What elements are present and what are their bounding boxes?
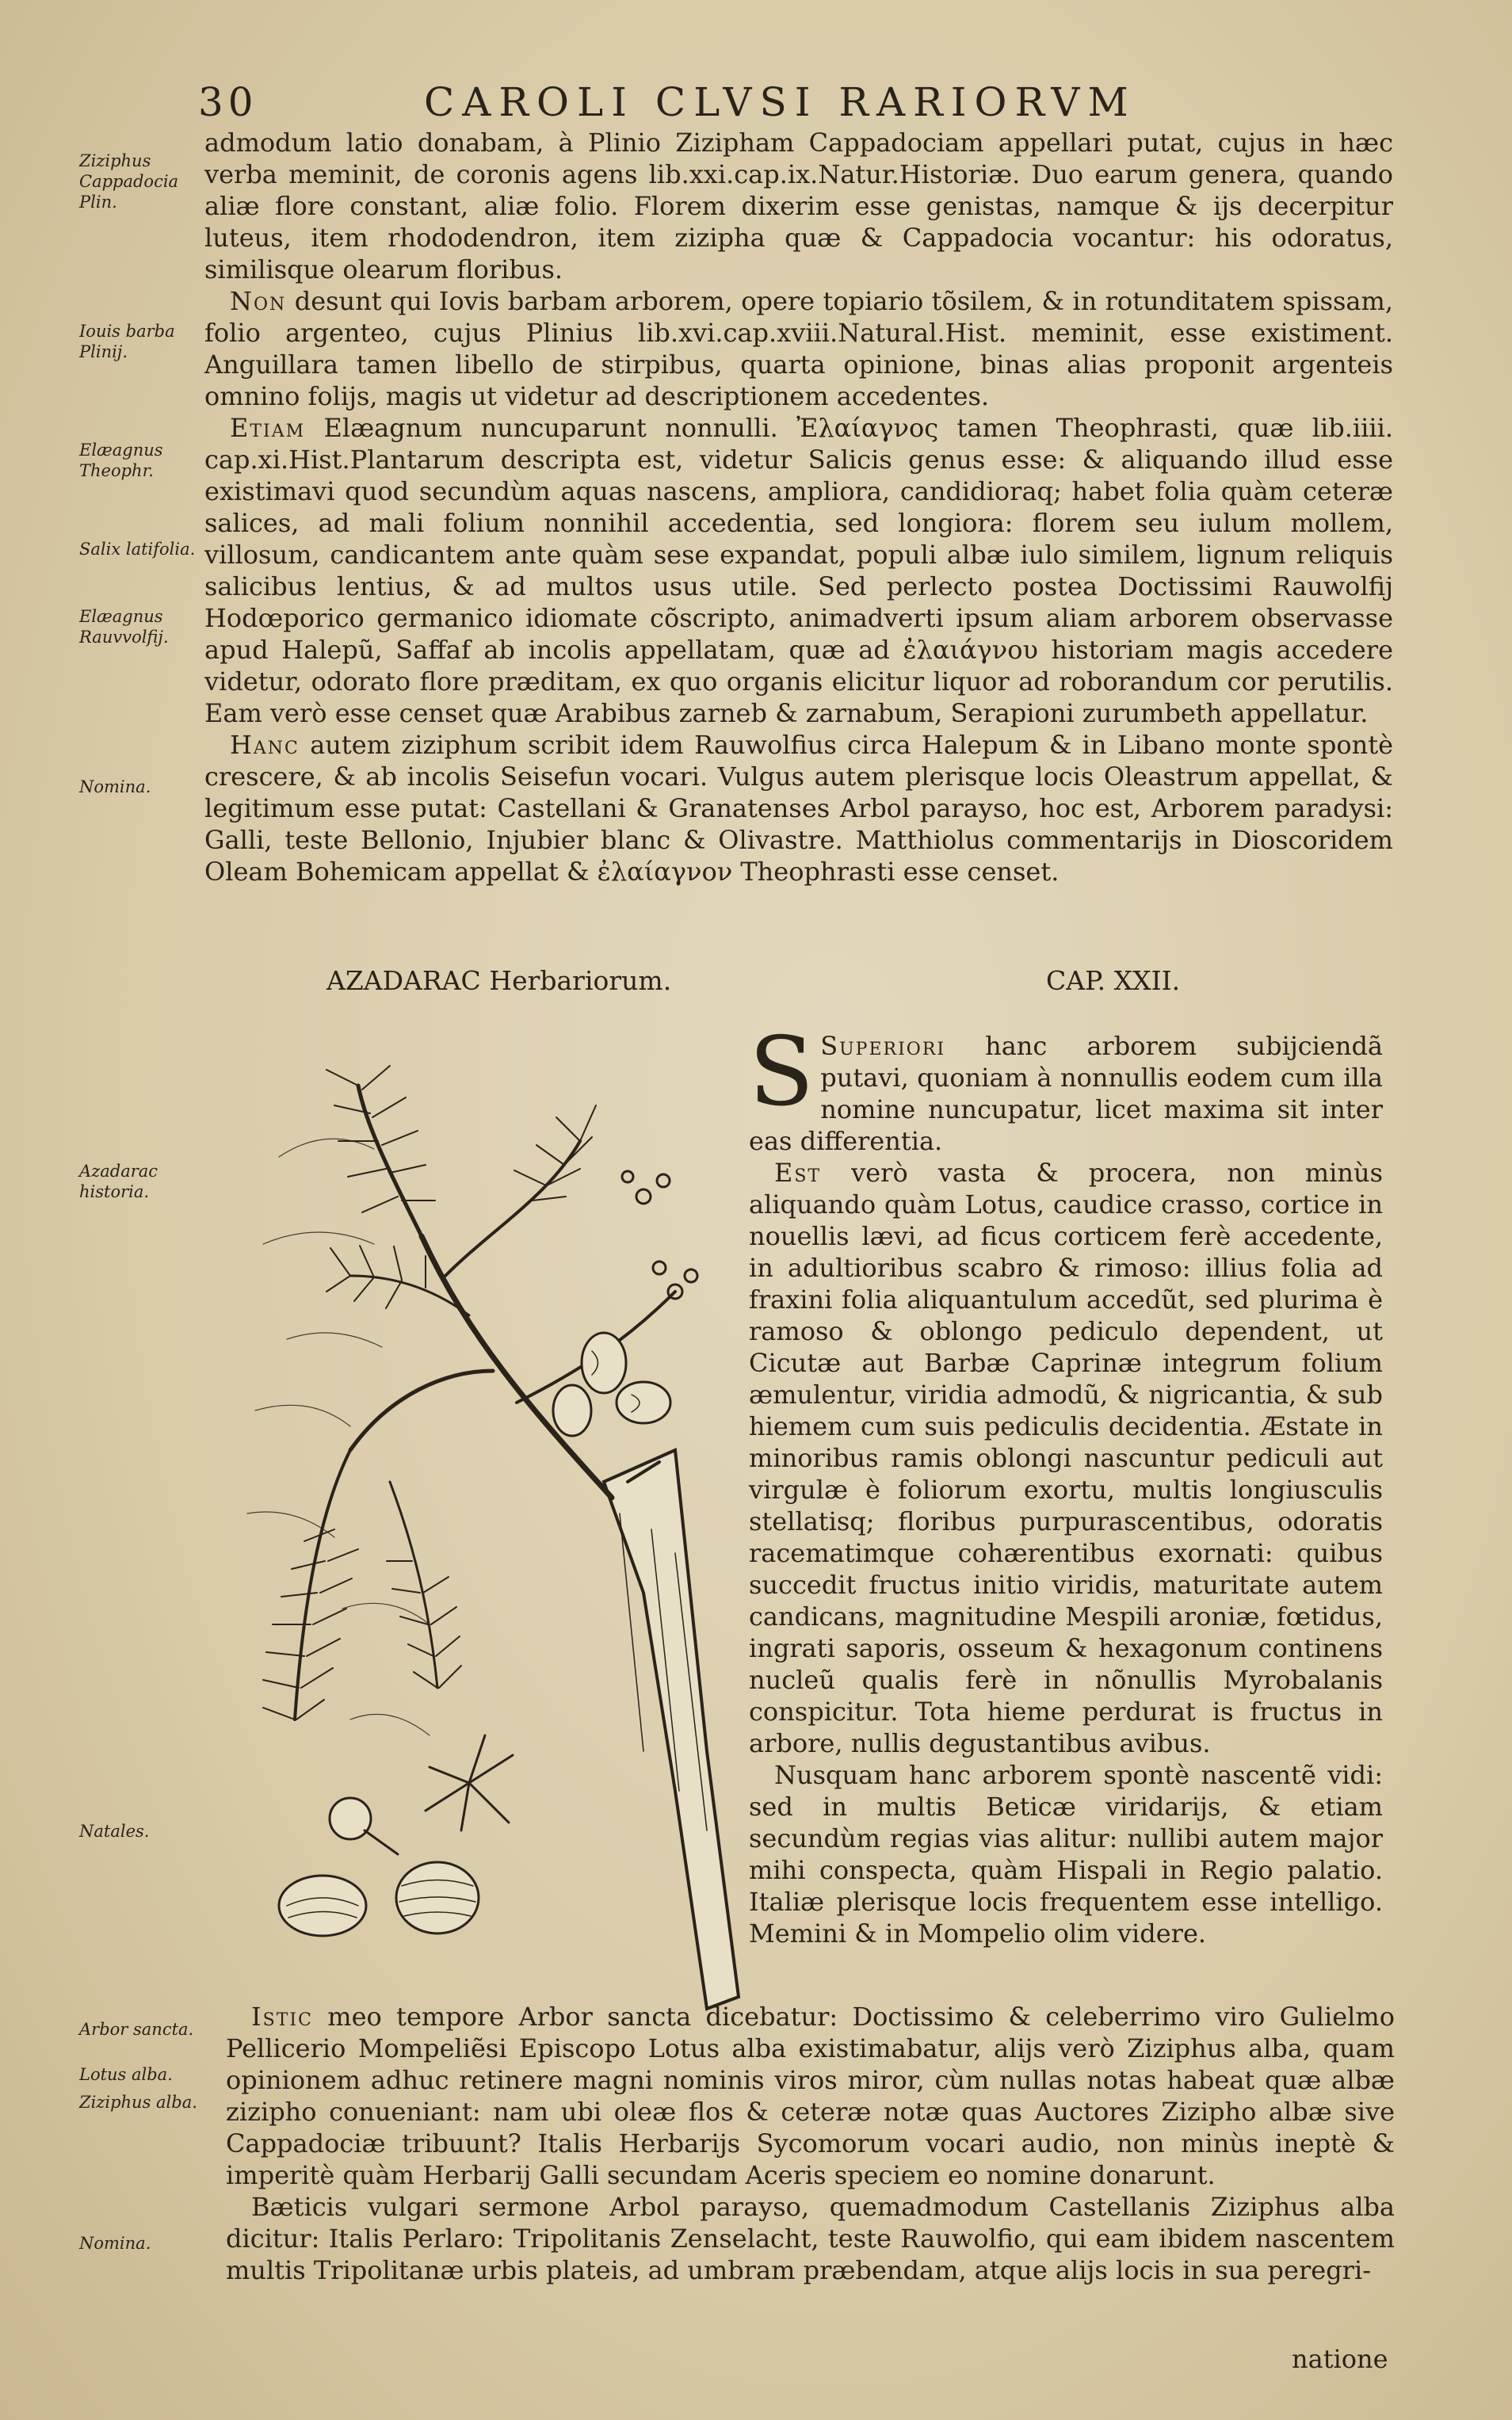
margin-note: Nomina. bbox=[79, 2234, 151, 2253]
page-number: 30 bbox=[198, 79, 258, 125]
margin-note: Elæagnus Rauvvolfij. bbox=[79, 607, 169, 647]
margin-note: Natales. bbox=[79, 1822, 150, 1841]
top-text bbox=[204, 127, 1393, 887]
chapter-number: CAP. XXII. bbox=[1046, 965, 1181, 996]
paragraph: Est verò vasta & procera, non minùs aliquando quàm Lotus, caudice crasso, cortice in nouellis lævi, ad ficus corticem ferè accedente, in adultioribus scabro & rimoso: illius folia ad fraxini folia aliquantulum accedũt, sed plurima è ramoso & oblongo pediculo dependent, ut Cicutæ aut Barbæ Caprinæ integrum folium æmulentur, viridia admodũ, & nigricantia, & sub hiemem cum suis pediculis decidentia. Æstate in minoribus ramis oblongi nascuntur pediculi aut virgulæ è foliorum exortu, multis longiusculis stellatisq; floribus purpurascentibus, odoratis racematimque cohærentibus exornati: quibus succedit fructus initio viridis, maturitate autem candicans, magnitudine Mespili aroniæ, fœtidus, ingrati saporis, osseum & hexagonum continens nucleũ qualis ferè in nõnullis Myrobalanis conspicitur. Tota hieme perdurat is fructus in arbore, nullis degustantibus avibus. bbox=[749, 1158, 1384, 1758]
margin-note: Azadarac historia. bbox=[79, 1162, 158, 1201]
paragraph: Istic meo tempore Arbor sancta dicebatur: Doctissimo & celeberrimo viro Gulielmo Pellicerio Mompeliẽsi Episcopo Lotus alba existimabatur, alijs verò Ziziphus alba, quam opinionem adhuc retinere magni nominis viros miror, cùm nullas notas habeat quæ albæ zizipho conueniant: nam ubi oleæ flos & ceteræ notæ quas Auctores Zizipho albæ sive Cappadociæ tribuunt? Italis Herbarijs Sycomorum vocari audio, non minùs ineptè & imperitè quàm Herbarij Galli secundam Aceris speciem eo nomine donarunt. bbox=[226, 2002, 1396, 2190]
right-column-text bbox=[749, 1017, 1384, 1949]
margin-note: Iouis barba Plinij. bbox=[79, 322, 175, 361]
paragraph: Etiam Elæagnum nuncuparunt nonnulli. Ἐλαίαγνος tamen Theophrasti, quæ lib.iiii. cap.xi.Hist.Plantarum descripta est, videtur Salicis genus esse: & aliquando illud esse existimavi quod secundùm aquas nascens, ampliora, candidioraq; habet folia quàm ceteræ salices, ad mali folium nonnihil accedentia, sed longiora: florem seu iulum mollem, villosum, candicantem ante quàm sese expandat, populi albæ iulo similem, lignum reliquis salicibus lentius, & ad multos usus utile. Sed perlecto postea Doctissimi Rauwolfij Hodœporico germanico idiomate cõscripto, animadverti ipsum aliam arborem observasse apud Halepũ, Saffaf ab incolis appellatam, quæ ad ἐλαιάγνου historiam magis accedere videtur, odorato flore præditam, ex quo organis elicitur liquor ad roborandum cor perutilis. Eam verò esse censet quæ Arabibus zarneb & zarnabum, Serapioni zurumbeth appellatur. bbox=[204, 413, 1394, 728]
paragraph: Nusquam hanc arborem spontè nascentẽ vidi: sed in multis Beticæ viridarijs, & etiam secundùm regias vias alitur: nullibi autem major mihi conspecta, quàm Hispali in Regio palatio. Italiæ plerisque locis frequentem esse intelligo. Memini & in Mompelio olim videre. bbox=[749, 1760, 1383, 1949]
running-title: CAROLI CLVSI RARIORVM bbox=[424, 79, 1136, 125]
paragraph: Hanc autem ziziphum scribit idem Rauwolfius circa Halepum & in Libano monte spontè crescere, & ab incolis Seisefun vocari. Vulgus autem plerisque locis Oleastrum appellat, & legitimum esse putat: Castellani & Granatenses Arbol parayso, hoc est, Arborem paradysi: Galli, teste Bellonio, Injubier blanc & Olivastre. Matthiolus commentarijs in Dioscoridem Oleam Bohemicam appellat & ἐλαίαγνον Theophrasti esse censet. bbox=[204, 730, 1394, 887]
margin-note: Nomina. bbox=[79, 777, 151, 796]
bottom-text bbox=[226, 2001, 1395, 2286]
margin-note: Ziziphus alba. bbox=[79, 2093, 197, 2112]
paragraph: Non desunt qui Iovis barbam arborem, opere topiario tõsilem, & in rotunditatem spissam, folio argenteo, cujus Plinius lib.xvi.cap.xviii.Natural.Hist. meminit, esse existiment. Anguillara tamen libello de stirpibus, quarta opinione, binas alias proponit argenteis omnino folijs, magis ut videtur ad descriptionem accedentes. bbox=[204, 286, 1394, 411]
chapter-title: AZADARAC Herbariorum. bbox=[326, 965, 672, 996]
paragraph: S Superiori hanc arborem subijciendã putavi, quoniam à nonnullis eodem cum illa nomine nuncupatur, licet maxima sit inter eas differentia. bbox=[749, 1017, 1383, 1156]
catchword: natione bbox=[1292, 2344, 1388, 2374]
margin-note: Lotus alba. bbox=[79, 2065, 173, 2084]
margin-note: Salix latifolia. bbox=[79, 540, 196, 559]
azadarac-woodcut-illustration bbox=[231, 1038, 754, 2013]
margin-note: Arbor sancta. bbox=[79, 2020, 194, 2039]
margin-note: Elæagnus Theophr. bbox=[79, 441, 163, 480]
margin-note: Ziziphus Cappadocia Plin. bbox=[79, 151, 179, 212]
paragraph: admodum latio donabam, à Plinio Zizipham Cappadociam appellari putat, cujus in hæc verba meminit, de coronis agens lib.xxi.cap.ix.Natur.Historiæ. Duo earum genera, quando aliæ flore constant, aliæ folio. Florem dixerim esse genistas, namque & ijs decerpitur luteus, item rhododendron, item zizipha quæ & Cappadocia vocantur: his odoratus, similisque olearum floribus. bbox=[204, 128, 1393, 284]
paragraph: Bæticis vulgari sermone Arbol parayso, quemadmodum Castellanis Ziziphus alba dicitur: Italis Perlaro: Tripolitanis Zenselacht, teste Rauwolfio, qui eam ibidem nascentem multis Tripolitanæ urbis plateis, ad umbram præbendam, atque alijs locis in sua peregri- bbox=[226, 2192, 1395, 2285]
drop-cap-s: S bbox=[749, 1017, 815, 1128]
